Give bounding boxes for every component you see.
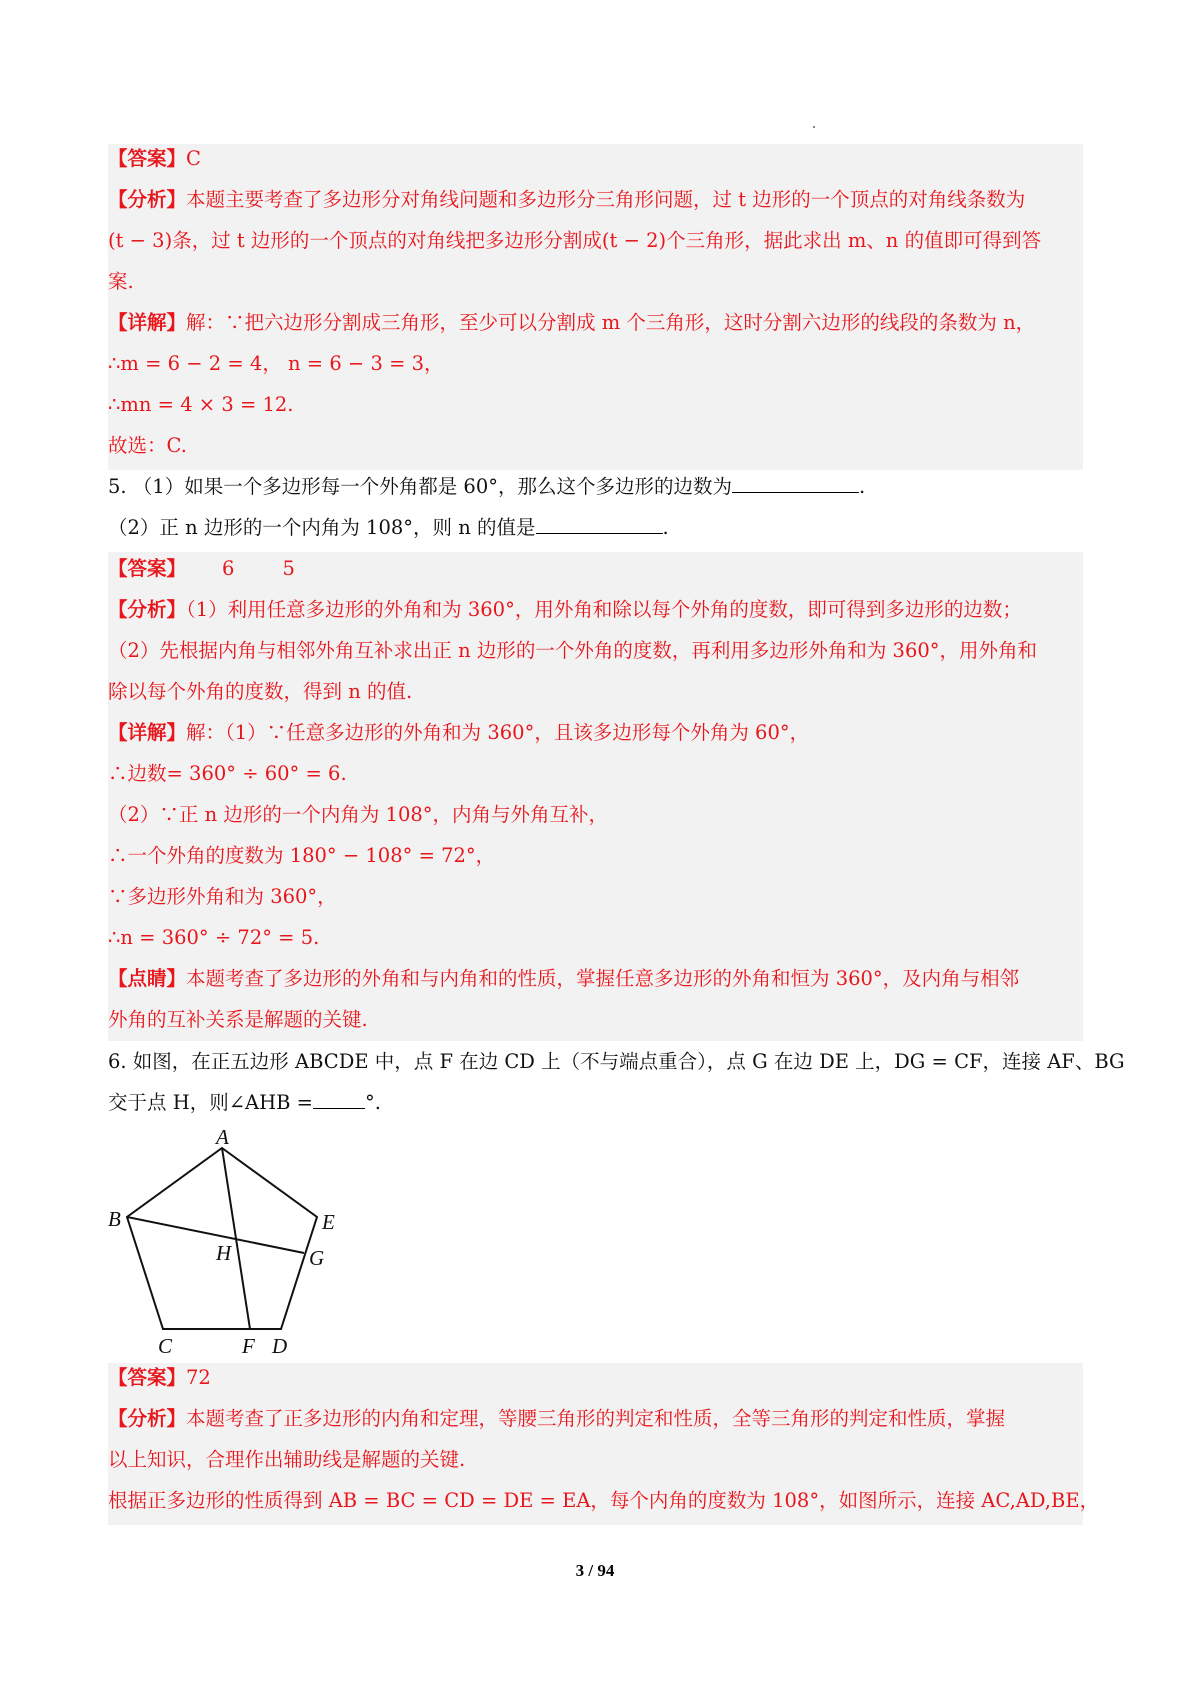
q5-question-line-1: 5. （1）如果一个多边形每一个外角都是 60°，那么这个多边形的边数为 . <box>108 475 866 498</box>
pentagon-figure <box>100 1120 360 1360</box>
q5-comment-line-1: 【点睛】本题考查了多边形的外角和与内角和的性质，掌握任意多边形的外角和恒为 360°，及内角与相邻 <box>108 967 1020 990</box>
q5-detail-line-1: 【详解】解：（1）∵任意多边形的外角和为 360°，且该多边形每个外角为 60°， <box>108 721 810 744</box>
q4-detail-line-1: 【详解】解：∵把六边形分割成三角形，至少可以分割成 m 个三角形，这时分割六边形的线段的条数为 n， <box>108 311 1036 334</box>
q5-answer: 【答案】 6 5 <box>108 557 295 580</box>
q6-analysis-line-2: 以上知识，合理作出辅助线是解题的关键. <box>108 1448 466 1471</box>
label-g: G <box>309 1246 325 1270</box>
q5-blank-2 <box>536 515 663 534</box>
page-number: 3 / 94 <box>575 1561 615 1580</box>
label-a: A <box>216 1125 229 1149</box>
q6-analysis-line-3: 根据正多边形的性质得到 AB = BC = CD = DE = EA，每个内角的度数为 108°，如图所示，连接 AC,AD,BE， <box>108 1489 1100 1512</box>
q5-detail-line-6: ∴n = 360° ÷ 72° = 5. <box>108 926 320 949</box>
pentagon-outline <box>127 1148 317 1329</box>
label-e: E <box>322 1210 335 1234</box>
label-d: D <box>272 1334 288 1358</box>
q5-question-line-2: （2）正 n 边形的一个内角为 108°，则 n 的值是 . <box>108 516 669 539</box>
q4-analysis-line-2: (t − 3)条，过 t 边形的一个顶点的对角线把多边形分割成(t − 2)个三角形，据此求出 m、n 的值即可得到答 <box>108 229 1042 252</box>
q4-analysis-line-1: 【分析】本题主要考查了多边形分对角线问题和多边形分三角形问题，过 t 边形的一个顶点的对角线条数为 <box>108 188 1026 211</box>
q4-detail-line-3: ∴mn = 4 × 3 = 12. <box>108 393 294 416</box>
q4-detail-line-2: ∴m = 6 − 2 = 4， n = 6 − 3 = 3， <box>108 352 444 375</box>
q5-analysis-line-1: 【分析】（1）利用任意多边形的外角和为 360°，用外角和除以每个外角的度数，即可得到多边形的边数； <box>108 598 1022 621</box>
q5-blank-1 <box>732 474 859 493</box>
q6-question-line-2: 交于点 H，则∠AHB = °. <box>108 1091 381 1114</box>
q6-question-line-1: 6. 如图，在正五边形 ABCDE 中，点 F 在边 CD 上（不与端点重合），点 G 在边 DE 上，DG = CF，连接 AF、BG <box>108 1050 1125 1073</box>
label-h: H <box>216 1241 232 1265</box>
q5-detail-line-5: ∵多边形外角和为 360°， <box>108 885 337 908</box>
q4-analysis-line-3: 案. <box>108 270 134 293</box>
label-c: C <box>158 1334 173 1358</box>
label-f: F <box>242 1334 255 1358</box>
q5-detail-line-3: （2）∵正 n 边形的一个内角为 108°，内角与外角互补， <box>108 803 609 826</box>
stray-mark <box>813 126 815 128</box>
q4-detail-line-4: 故选：C. <box>108 434 187 457</box>
q4-answer: 【答案】C <box>108 147 201 170</box>
q6-answer: 【答案】72 <box>108 1366 211 1389</box>
q5-comment-line-2: 外角的互补关系是解题的关键. <box>108 1008 368 1031</box>
q5-analysis-line-3: 除以每个外角的度数，得到 n 的值. <box>108 680 413 703</box>
q6-analysis-line-1: 【分析】本题考查了正多边形的内角和定理，等腰三角形的判定和性质，全等三角形的判定和性质，掌握 <box>108 1407 1006 1430</box>
q5-analysis-line-2: （2）先根据内角与相邻外角互补求出正 n 边形的一个外角的度数，再利用多边形外角和为 360°，用外角和 <box>108 639 1038 662</box>
q5-detail-line-2: ∴边数= 360° ÷ 60° = 6. <box>108 762 347 785</box>
q5-detail-line-4: ∴一个外角的度数为 180° − 108° = 72°， <box>108 844 496 867</box>
label-b: B <box>108 1207 121 1231</box>
q6-blank <box>313 1090 365 1109</box>
